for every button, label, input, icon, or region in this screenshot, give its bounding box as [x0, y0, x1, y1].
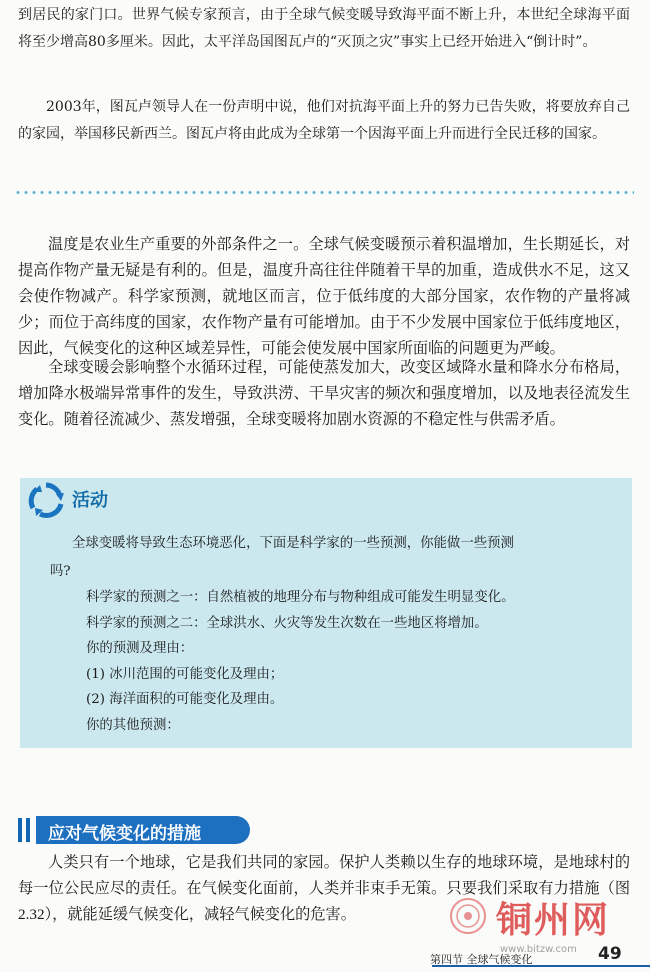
activity-box: [20, 478, 632, 748]
dotted-divider: [14, 191, 634, 194]
activity-intro: 全球变暖将导致生态环境恶化，下面是科学家的一些预测，你能做一些预测: [72, 536, 514, 551]
excerpt-paragraph-1: 到居民的家门口。世界气候专家预言，由于全球气候变暖导致海平面不断上升，本世纪全球海平面将至少增高80多厘米。因此，太平洋岛国图瓦卢的“灭顶之灾”事实上已经开始进入“倒计时”。: [18, 7, 630, 50]
section-bar-right: [26, 818, 30, 842]
other-prediction-label: 你的其他预测：: [86, 718, 180, 733]
your-prediction-label: 你的预测及理由：: [86, 641, 194, 656]
section-title: 应对气候变化的措施: [48, 824, 201, 844]
activity-intro-continued: 吗?: [50, 564, 71, 579]
prediction-item-glacier: (1) 冰川范围的可能变化及理由；: [86, 667, 284, 682]
section-bar-left: [18, 818, 22, 842]
footer-section-label: 第四节 全球气候变化: [430, 953, 533, 966]
paragraph-agriculture: 温度是农业生产重要的外部条件之一。全球气候变暖预示着积温增加，生长期延长，对提高作物产量无疑是有利的。但是，温度升高往往伴随着干旱的加重，造成供水不足，这又会使作物减产。科学家预测，就地区而言，位于低纬度的大部分国家，农作物的产量将减少；而位于高纬度的国家，农作物产量有可能增加。由于不少发展中国家位于低纬度地区，因此，气候变化的这种区域差异性，可能会使发展中国家所面临的问题更为严峻。: [18, 236, 630, 357]
cycle-arrows-icon: [26, 480, 66, 520]
excerpt-paragraph-2: 2003年，图瓦卢领导人在一份声明中说，他们对抗海平面上升的努力已告失败，将要放弃自己的家园，举国移民新西兰。图瓦卢将由此成为全球第一个因海平面上升而进行全民迁移的国家。: [18, 99, 630, 142]
section-title-pill: [36, 816, 250, 844]
watermark-seal-icon: [448, 896, 488, 936]
watermark-url: www.bitzw.com: [500, 944, 577, 955]
scientist-prediction-2: 科学家的预测之二：全球洪水、火灾等发生次数在一些地区将增加。: [86, 616, 488, 631]
scientist-prediction-1: 科学家的预测之一：自然植被的地理分布与物种组成可能发生明显变化。: [86, 590, 515, 605]
watermark-brand: 铜州网: [496, 900, 611, 941]
prediction-item-ocean: (2) 海洋面积的可能变化及理由。: [86, 692, 284, 707]
page-number: 49: [598, 944, 622, 964]
activity-title: 活动: [72, 490, 108, 511]
case-study-excerpt: [0, 0, 650, 192]
paragraph-measures: 人类只有一个地球，它是我们共同的家园。保护人类赖以生存的地球环境，是地球村的每一位公民应尽的责任。在气候变化面前，人类并非束手无策。只要我们采取有力措施（图2.32），就能延缓气候变化，减轻气候变化的危害。: [18, 854, 630, 923]
paragraph-water-cycle: 全球变暖会影响整个水循环过程，可能使蒸发加大，改变区域降水量和降水分布格局，增加降水极端异常事件的发生，导致洪涝、干旱灾害的频次和强度增加，以及地表径流发生变化。随着径流减少、蒸发增强，全球变暖将加剧水资源的不稳定性与供需矛盾。: [18, 359, 630, 428]
